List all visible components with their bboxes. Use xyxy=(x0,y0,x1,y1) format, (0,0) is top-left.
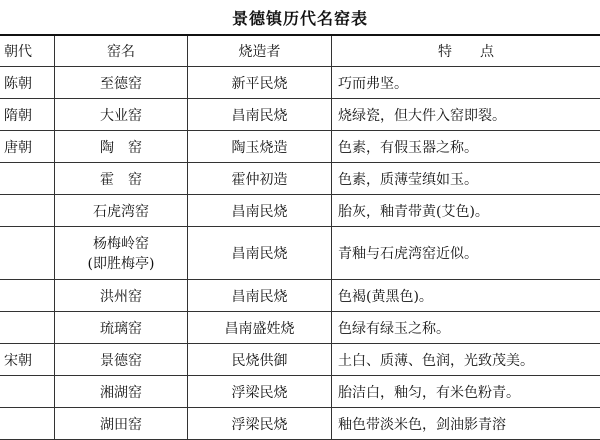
cell-features: 胎灰，釉青带黄(艾色)。 xyxy=(332,195,600,227)
cell-era xyxy=(0,280,55,312)
header-maker: 烧造者 xyxy=(188,35,332,67)
cell-era xyxy=(0,312,55,344)
cell-maker: 浮梁民烧 xyxy=(188,376,332,408)
cell-features: 色素，质薄莹缜如玉。 xyxy=(332,163,600,195)
cell-era xyxy=(0,227,55,280)
cell-features: 巧而弗坚。 xyxy=(332,67,600,99)
cell-era: 唐朝 xyxy=(0,131,55,163)
kiln-alias: (即胜梅亭) xyxy=(55,253,187,273)
cell-era: 陈朝 xyxy=(0,67,55,99)
cell-maker: 昌南民烧 xyxy=(188,99,332,131)
cell-features: 胎洁白，釉匀，有米色粉青。 xyxy=(332,376,600,408)
table-row xyxy=(0,99,600,131)
header-kiln: 窑名 xyxy=(55,35,188,67)
cell-kiln: 琉璃窑 xyxy=(55,312,188,344)
table-row xyxy=(0,163,600,195)
cell-kiln: 湖田窑 xyxy=(55,408,188,440)
cell-features: 色褐(黄黑色)。 xyxy=(332,280,600,312)
cell-maker: 昌南民烧 xyxy=(188,227,332,280)
table-row xyxy=(0,67,600,99)
cell-maker: 霍仲初造 xyxy=(188,163,332,195)
cell-maker: 昌南民烧 xyxy=(188,280,332,312)
cell-kiln xyxy=(55,227,188,280)
cell-kiln: 景德窑 xyxy=(55,344,188,376)
table-row xyxy=(0,195,600,227)
cell-maker: 民烧供御 xyxy=(188,344,332,376)
kiln-table xyxy=(0,34,600,440)
table-row xyxy=(0,344,600,376)
cell-kiln: 洪州窑 xyxy=(55,280,188,312)
cell-features: 烧绿瓷，但大件入窑即裂。 xyxy=(332,99,600,131)
cell-era xyxy=(0,163,55,195)
cell-maker: 陶玉烧造 xyxy=(188,131,332,163)
cell-maker: 新平民烧 xyxy=(188,67,332,99)
table-title: 景德镇历代名窑表 xyxy=(0,6,600,29)
cell-kiln: 大业窑 xyxy=(55,99,188,131)
cell-era: 宋朝 xyxy=(0,344,55,376)
cell-kiln: 湘湖窑 xyxy=(55,376,188,408)
table-row xyxy=(0,376,600,408)
cell-features: 土白、质薄、色润，光致茂美。 xyxy=(332,344,600,376)
table-row xyxy=(0,312,600,344)
cell-features: 色绿有绿玉之称。 xyxy=(332,312,600,344)
table-row xyxy=(0,408,600,440)
table-row xyxy=(0,280,600,312)
cell-maker: 昌南盛姓烧 xyxy=(188,312,332,344)
cell-kiln: 石虎湾窑 xyxy=(55,195,188,227)
cell-era: 隋朝 xyxy=(0,99,55,131)
header-era: 朝代 xyxy=(0,35,55,67)
cell-features: 色素，有假玉器之称。 xyxy=(332,131,600,163)
header-features: 特 点 xyxy=(332,35,600,67)
cell-era xyxy=(0,408,55,440)
table-row xyxy=(0,131,600,163)
table-header-row xyxy=(0,35,600,67)
cell-maker: 浮梁民烧 xyxy=(188,408,332,440)
kiln-name: 杨梅岭窑 xyxy=(55,233,187,253)
cell-kiln: 霍 窑 xyxy=(55,163,188,195)
cell-era xyxy=(0,195,55,227)
table-row xyxy=(0,227,600,280)
cell-kiln: 至德窑 xyxy=(55,67,188,99)
cell-maker: 昌南民烧 xyxy=(188,195,332,227)
cell-kiln: 陶 窑 xyxy=(55,131,188,163)
cell-era xyxy=(0,376,55,408)
cell-features: 青釉与石虎湾窑近似。 xyxy=(332,227,600,280)
cell-features: 釉色带淡米色，剑油影青溶 xyxy=(332,408,600,440)
